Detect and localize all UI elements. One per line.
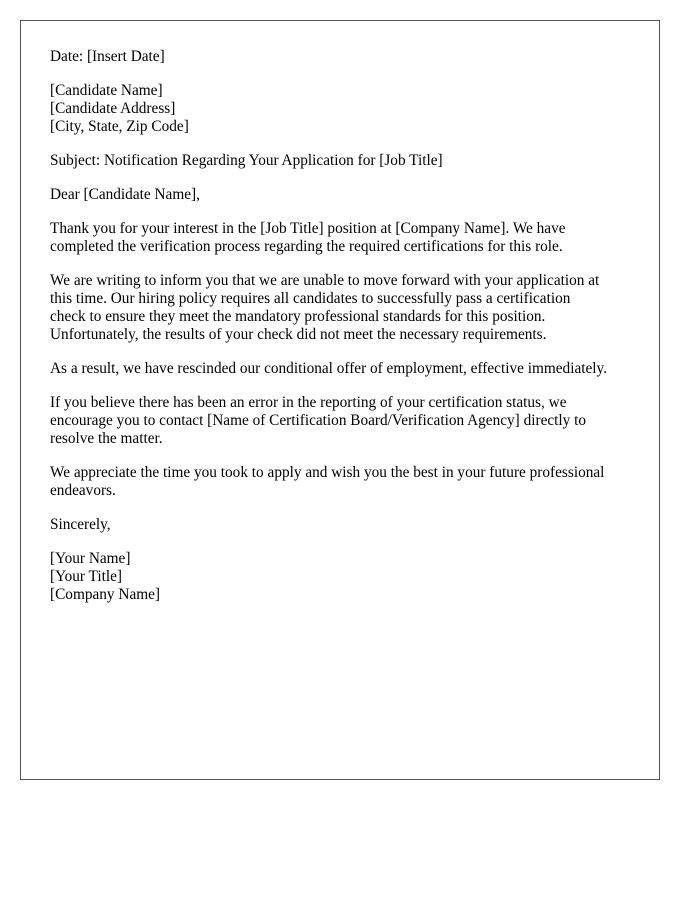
paragraph-line: resolve the matter. bbox=[50, 430, 163, 447]
closing: Sincerely, bbox=[50, 516, 111, 533]
recipient-address: [Candidate Address] bbox=[50, 100, 176, 117]
paragraph-line: We appreciate the time you took to apply and wish you the best in your future professional bbox=[50, 464, 605, 481]
signature-block bbox=[50, 550, 631, 604]
signer-name: [Your Name] bbox=[50, 550, 131, 567]
paragraph-line: this time. Our hiring policy requires all candidates to successfully pass a certification bbox=[50, 290, 571, 307]
paragraph-line: If you believe there has been an error in the reporting of your certification status, we bbox=[50, 394, 567, 411]
signer-title: [Your Title] bbox=[50, 568, 122, 585]
salutation-block bbox=[50, 186, 631, 204]
closing-block bbox=[50, 516, 631, 534]
signer-company: [Company Name] bbox=[50, 586, 161, 603]
body-paragraph bbox=[50, 394, 631, 448]
recipient-city-state-zip: [City, State, Zip Code] bbox=[50, 118, 189, 135]
recipient-name: [Candidate Name] bbox=[50, 82, 163, 99]
body-paragraph bbox=[50, 360, 631, 378]
subject-line: Subject: Notification Regarding Your Application for [Job Title] bbox=[50, 152, 443, 169]
paragraph-line: Thank you for your interest in the [Job Title] position at [Company Name]. We have bbox=[50, 220, 566, 237]
body-paragraph bbox=[50, 272, 631, 344]
date-text: Date: [Insert Date] bbox=[50, 48, 165, 65]
paragraph-line: encourage you to contact [Name of Certification Board/Verification Agency] directly to bbox=[50, 412, 587, 429]
paragraph-line: check to ensure they meet the mandatory professional standards for this position. bbox=[50, 308, 546, 325]
recipient-address-block bbox=[50, 82, 631, 136]
salutation: Dear [Candidate Name], bbox=[50, 186, 200, 203]
paragraph-line: Unfortunately, the results of your check did not meet the necessary requirements. bbox=[50, 326, 547, 343]
body-paragraph bbox=[50, 464, 631, 500]
subject-block bbox=[50, 152, 631, 170]
body-paragraph bbox=[50, 220, 631, 256]
paragraph-line: As a result, we have rescinded our conditional offer of employment, effective immediately. bbox=[50, 360, 608, 377]
date-line bbox=[50, 48, 631, 66]
letter-page bbox=[20, 20, 660, 780]
paragraph-line: We are writing to inform you that we are unable to move forward with your application at bbox=[50, 272, 600, 289]
paragraph-line: completed the verification process regarding the required certifications for this role. bbox=[50, 238, 563, 255]
paragraph-line: endeavors. bbox=[50, 482, 116, 499]
